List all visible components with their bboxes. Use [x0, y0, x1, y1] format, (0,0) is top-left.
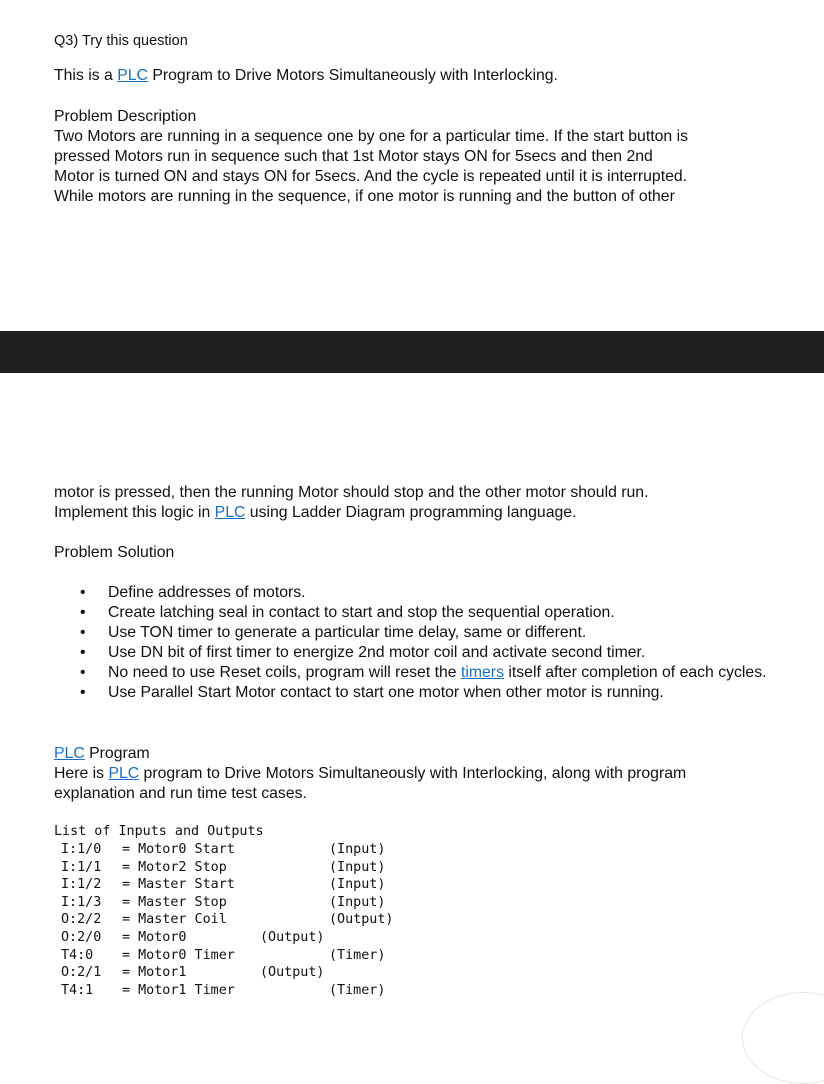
- io-list-title: List of Inputs and Outputs: [54, 824, 264, 839]
- problem-solution-heading: Problem Solution: [54, 544, 175, 561]
- io-description: = Motor0 Timer: [122, 947, 235, 963]
- timers-link[interactable]: timers: [460, 664, 504, 681]
- io-description: = Master Start: [122, 877, 235, 893]
- bullet-icon: •: [80, 684, 86, 701]
- io-type: (Output): [329, 912, 394, 928]
- plc-link[interactable]: PLC: [54, 745, 85, 762]
- plc-link[interactable]: PLC: [214, 504, 246, 521]
- problem-description-line: While motors are running in the sequence, if one motor is running and the button of other: [54, 188, 675, 205]
- list-item: • Use Parallel Start Motor contact to start one motor when other motor is running.: [80, 684, 664, 701]
- plc-program-line: explanation and run time test cases.: [54, 785, 307, 802]
- bullet-icon: •: [80, 624, 86, 641]
- io-description: = Master Stop: [122, 894, 227, 910]
- bullet-icon: •: [80, 604, 86, 621]
- list-item: • No need to use Reset coils, program will reset the timers itself after completion of each cycles.: [80, 664, 767, 681]
- plc-program-line: Here is PLC program to Drive Motors Simultaneously with Interlocking, along with program: [54, 765, 687, 782]
- bullet-icon: •: [80, 644, 86, 661]
- list-item: • Define addresses of motors.: [80, 584, 306, 601]
- list-item: • Use TON timer to generate a particular time delay, same or different.: [80, 624, 587, 641]
- problem-description-heading: Problem Description: [54, 108, 197, 125]
- problem-description-line: motor is pressed, then the running Motor should stop and the other motor should run.: [54, 484, 649, 501]
- io-type: (Input): [329, 877, 386, 893]
- io-address: T4:1: [61, 982, 94, 998]
- problem-description-line: Motor is turned ON and stays ON for 5secs. And the cycle is repeated until it is interrupted.: [54, 168, 688, 185]
- problem-description-line: Implement this logic in PLC using Ladder Diagram programming language.: [54, 504, 577, 521]
- io-description: = Master Coil: [122, 912, 227, 928]
- io-address: I:1/2: [61, 877, 102, 893]
- io-address: I:1/0: [61, 842, 102, 857]
- io-description: = Motor0 Start: [122, 842, 235, 857]
- question-label: Q3) Try this question: [54, 33, 188, 49]
- io-description: = Motor1: [122, 965, 187, 981]
- plc-link[interactable]: PLC: [117, 67, 148, 84]
- io-address: O:2/2: [61, 912, 102, 928]
- page-break-band: [0, 331, 824, 373]
- io-type: (Timer): [329, 947, 386, 963]
- io-address: I:1/3: [61, 894, 102, 910]
- io-address: I:1/1: [61, 859, 102, 875]
- plc-link[interactable]: PLC: [108, 765, 140, 782]
- io-type: (Input): [329, 859, 386, 875]
- io-description: = Motor2 Stop: [122, 859, 227, 875]
- io-type: (Timer): [329, 982, 386, 998]
- intro-line: This is a PLC Program to Drive Motors Simultaneously with Interlocking.: [54, 67, 558, 84]
- problem-description-line: pressed Motors run in sequence such that 1st Motor stays ON for 5secs and then 2nd: [54, 148, 653, 165]
- io-description: = Motor0: [122, 930, 187, 945]
- list-item: • Use DN bit of first timer to energize 2nd motor coil and activate second timer.: [80, 644, 646, 661]
- bullet-icon: •: [80, 584, 86, 601]
- problem-description-line: Two Motors are running in a sequence one by one for a particular time. If the start button is: [54, 128, 688, 145]
- list-item: • Create latching seal in contact to start and stop the sequential operation.: [80, 604, 615, 621]
- solution-bullet-list: [54, 583, 774, 703]
- io-address: T4:0: [61, 947, 94, 963]
- io-description: = Motor1 Timer: [122, 982, 235, 998]
- io-type: (Input): [329, 894, 386, 910]
- io-address: O:2/0: [61, 930, 102, 945]
- page-corner-decoration: [742, 992, 824, 1084]
- io-type: (Output): [260, 930, 325, 945]
- bullet-icon: •: [80, 664, 86, 681]
- io-type: (Output): [260, 965, 325, 981]
- io-type: (Input): [329, 842, 386, 857]
- plc-program-heading: PLC Program: [54, 745, 150, 762]
- io-address: O:2/1: [61, 965, 102, 981]
